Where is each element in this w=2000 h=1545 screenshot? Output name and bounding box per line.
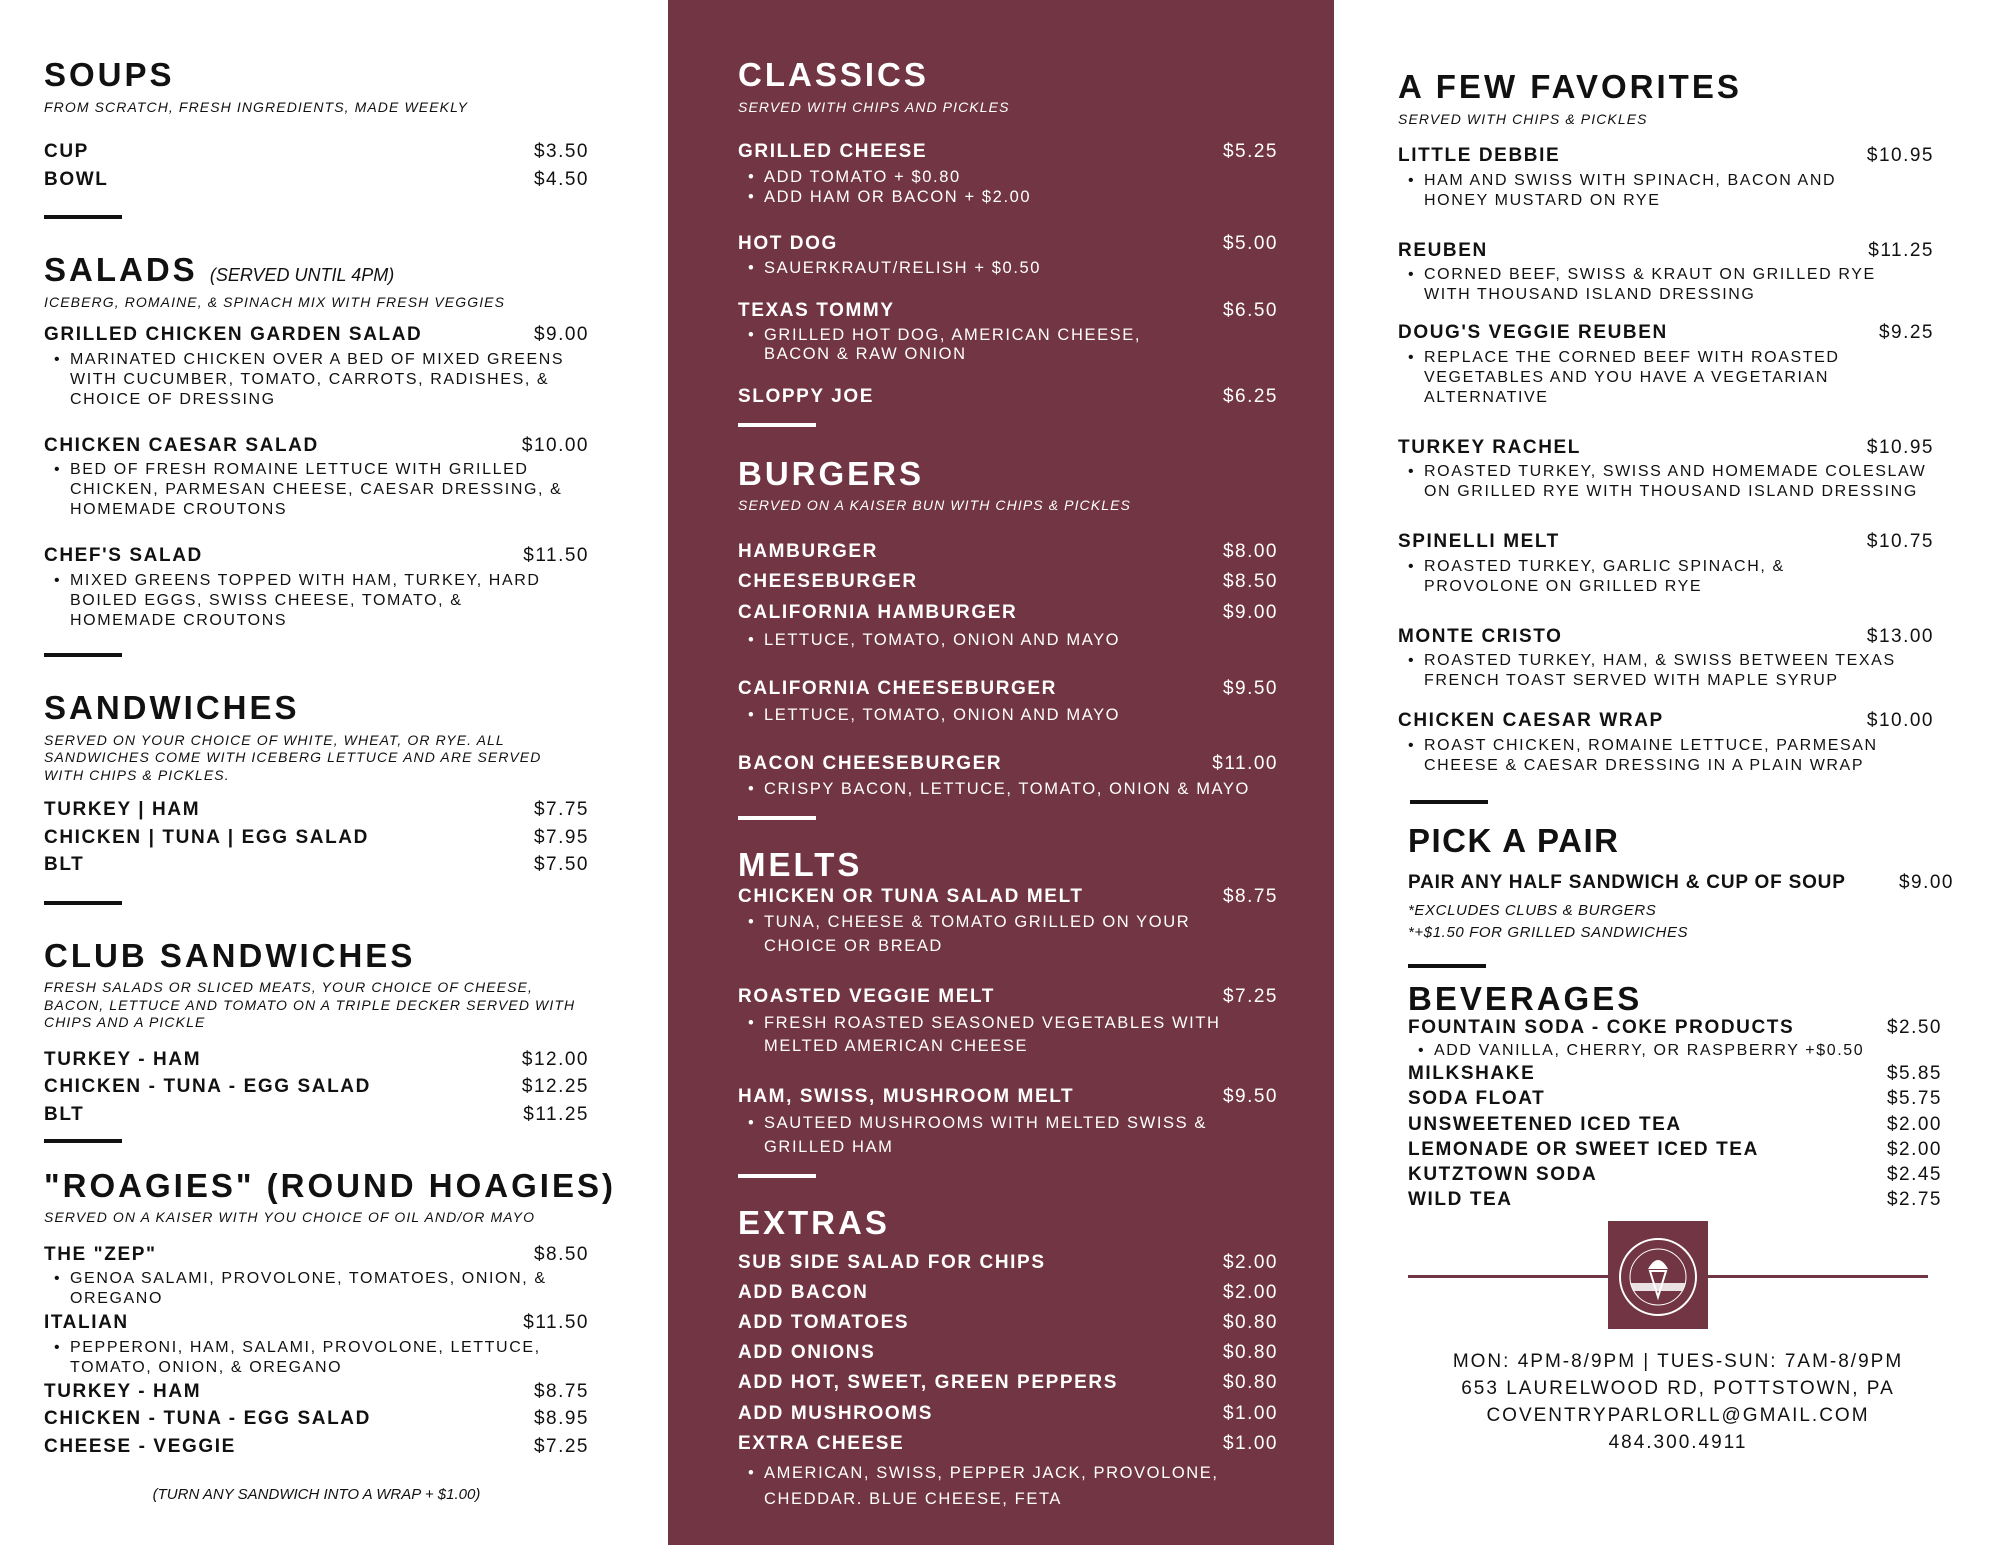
item-name: ITALIAN xyxy=(44,1312,129,1334)
store-address: 653 LAURELWOOD RD, POTTSTOWN, PA xyxy=(1461,1377,1895,1399)
menu-item xyxy=(1408,1137,1942,1162)
item-name: KUTZTOWN SODA xyxy=(1408,1164,1598,1186)
item-description: • CORNED BEEF, SWISS & KRAUT ON GRILLED RYE WITH THOUSAND ISLAND DRESSING xyxy=(1398,265,1924,305)
item-name: LEMONADE OR SWEET ICED TEA xyxy=(1408,1138,1759,1160)
item-price: $2.00 xyxy=(1222,1252,1278,1274)
item-price: $11.25 xyxy=(523,1104,589,1126)
section-divider xyxy=(738,423,816,427)
menu-item xyxy=(44,1378,589,1406)
item-price: $9.50 xyxy=(1222,678,1278,700)
item-description: • AMERICAN, SWISS, PEPPER JACK, PROVOLONE, CHEDDAR. BLUE CHEESE, FETA xyxy=(738,1460,1264,1513)
section-divider xyxy=(44,653,122,657)
salads-subtitle: ICEBERG, ROMAINE, & SPINACH MIX WITH FRESH VEGGIES xyxy=(44,293,506,310)
ice-cream-icon xyxy=(1608,1221,1708,1329)
item-price: $0.80 xyxy=(1222,1372,1278,1394)
item-description: • MIXED GREENS TOPPED WITH HAM, TURKEY, HARD BOILED EGGS, SWISS CHEESE, TOMATO, & HOMEMADE CROUTONS xyxy=(44,571,570,631)
item-price: $12.00 xyxy=(521,1048,589,1070)
item-name: CHICKEN | TUNA | EGG SALAD xyxy=(44,826,369,848)
item-price: $8.50 xyxy=(1222,571,1278,593)
menu-item xyxy=(1408,1061,1942,1086)
item-price: $5.00 xyxy=(1222,232,1278,254)
menu-item xyxy=(44,1433,589,1461)
menu-item xyxy=(44,542,589,570)
menu-item xyxy=(44,1241,589,1269)
item-description: • ROASTED TURKEY, GARLIC SPINACH, & PROVOLONE ON GRILLED RYE xyxy=(1398,557,1894,597)
item-name: ADD TOMATOES xyxy=(738,1312,910,1334)
item-price: $9.25 xyxy=(1878,322,1934,344)
item-description: • ROAST CHICKEN, ROMAINE LETTUCE, PARMESAN CHEESE & CAESAR DRESSING IN A PLAIN WRAP xyxy=(1398,736,1944,776)
item-name: EXTRA CHEESE xyxy=(738,1432,905,1454)
item-name: CHICKEN CAESAR SALAD xyxy=(44,434,319,456)
item-price: $9.00 xyxy=(533,324,589,346)
item-description: • ADD VANILLA, CHERRY, OR RASPBERRY +$0.50 xyxy=(1408,1041,1954,1061)
item-price: $12.25 xyxy=(521,1076,589,1098)
item-name: REUBEN xyxy=(1398,239,1488,261)
item-price: $7.25 xyxy=(533,1435,589,1457)
item-name: HOT DOG xyxy=(738,232,838,254)
item-price: $2.50 xyxy=(1886,1017,1942,1039)
item-name: DOUG'S VEGGIE REUBEN xyxy=(1398,322,1668,344)
beverages-heading: BEVERAGES xyxy=(1408,979,1643,1017)
menu-item xyxy=(738,883,1278,911)
item-price: $10.95 xyxy=(1866,145,1934,167)
menu-item xyxy=(738,297,1278,325)
item-price: $5.75 xyxy=(1886,1088,1942,1110)
menu-item xyxy=(44,321,589,349)
item-description: • FRESH ROASTED SEASONED VEGETABLES WITH MELTED AMERICAN CHEESE xyxy=(738,1012,1264,1060)
item-price: $1.00 xyxy=(1222,1432,1278,1454)
item-description: • PEPPERONI, HAM, SALAMI, PROVOLONE, LETTUCE, TOMATO, ONION, & OREGANO xyxy=(44,1338,570,1378)
item-price: $8.50 xyxy=(533,1243,589,1265)
item-name: SUB SIDE SALAD FOR CHIPS xyxy=(738,1252,1046,1274)
salads-note: (SERVED UNTIL 4PM) xyxy=(209,265,395,286)
item-price: $3.50 xyxy=(533,141,589,163)
item-description: • SAUTEED MUSHROOMS WITH MELTED SWISS & GRILLED HAM xyxy=(738,1112,1264,1160)
item-description: • HAM AND SWISS WITH SPINACH, BACON AND HONEY MUSTARD ON RYE xyxy=(1398,171,1904,211)
item-description: • BED OF FRESH ROMAINE LETTUCE WITH GRILLED CHICKEN, PARMESAN CHEESE, CAESAR DRESSING, & HOMEMADE CROUTONS xyxy=(44,460,570,520)
item-name: TURKEY - HAM xyxy=(44,1380,202,1402)
item-price: $8.75 xyxy=(1222,885,1278,907)
menu-item xyxy=(738,598,1278,628)
item-name: ROASTED VEGGIE MELT xyxy=(738,986,996,1007)
item-price: $5.85 xyxy=(1886,1063,1942,1085)
item-name: TURKEY RACHEL xyxy=(1398,436,1582,458)
menu-column-right xyxy=(1334,0,2000,1545)
item-price: $7.50 xyxy=(533,854,589,876)
clubs-heading: CLUB SANDWICHES xyxy=(44,936,416,974)
menu-item xyxy=(44,796,589,824)
menu-item xyxy=(738,567,1278,597)
item-name: BACON CHEESEBURGER xyxy=(738,752,1003,774)
melts-heading: MELTS xyxy=(738,845,863,883)
section-divider xyxy=(1410,800,1488,804)
menu-item xyxy=(1398,237,1934,265)
item-name: CALIFORNIA HAMBURGER xyxy=(738,601,1018,623)
menu-item xyxy=(44,1101,589,1129)
item-price: $7.95 xyxy=(533,826,589,848)
item-description: • ROASTED TURKEY, SWISS AND HOMEMADE COLESLAW ON GRILLED RYE WITH THOUSAND ISLAND DRESSING xyxy=(1398,462,1944,502)
item-name: CUP xyxy=(44,141,89,163)
item-description: • GENOA SALAMI, PROVOLONE, TOMATOES, ONION, & OREGANO xyxy=(44,1269,570,1309)
item-description: • TUNA, CHEESE & TOMATO GRILLED ON YOUR CHOICE OR BREAD xyxy=(738,911,1244,959)
menu-item xyxy=(738,1399,1278,1429)
item-name: CHEF'S SALAD xyxy=(44,545,203,567)
store-email: COVENTRYPARLORLL@GMAIL.COM xyxy=(1486,1404,1870,1426)
menu-item xyxy=(738,1248,1278,1278)
wrap-footnote: (TURN ANY SANDWICH INTO A WRAP + $1.00) xyxy=(152,1486,481,1504)
menu-item xyxy=(1408,869,1954,897)
extras-heading: EXTRAS xyxy=(738,1203,890,1241)
menu-item xyxy=(1398,623,1934,651)
item-name: ADD BACON xyxy=(738,1282,869,1304)
item-name: CHICKEN - TUNA - EGG SALAD xyxy=(44,1076,371,1098)
item-price: $6.25 xyxy=(1222,386,1278,408)
section-divider xyxy=(1408,964,1486,968)
item-description: • GRILLED HOT DOG, AMERICAN CHEESE, BACON & RAW ONION xyxy=(738,326,1184,366)
section-divider xyxy=(44,901,122,905)
menu-item xyxy=(44,824,589,852)
item-price: $8.95 xyxy=(533,1408,589,1430)
item-name: CHICKEN CAESAR WRAP xyxy=(1398,710,1664,732)
pair-heading: PICK A PAIR xyxy=(1408,821,1620,859)
section-divider xyxy=(44,215,122,219)
item-price: $0.80 xyxy=(1222,1312,1278,1334)
soups-subtitle: FROM SCRATCH, FRESH INGREDIENTS, MADE WEEKLY xyxy=(44,98,469,115)
item-name: GRILLED CHEESE xyxy=(738,141,928,163)
item-description: • SAUERKRAUT/RELISH + $0.50 xyxy=(738,258,1304,279)
favorites-heading: A FEW FAVORITES xyxy=(1398,68,1742,105)
item-name: CHICKEN OR TUNA SALAD MELT xyxy=(738,885,1084,907)
item-price: $0.80 xyxy=(1222,1342,1278,1364)
menu-item xyxy=(44,1405,589,1433)
menu-item xyxy=(1398,528,1934,556)
menu-item xyxy=(738,1308,1278,1338)
item-name: ADD MUSHROOMS xyxy=(738,1402,933,1424)
item-name: UNSWEETENED ICED TEA xyxy=(1408,1113,1682,1135)
item-name: GRILLED CHICKEN GARDEN SALAD xyxy=(44,324,423,346)
section-divider xyxy=(44,1139,122,1143)
item-price: $2.00 xyxy=(1886,1138,1942,1160)
menu-item xyxy=(1408,1016,1942,1040)
pair-note: *+$1.50 FOR GRILLED SANDWICHES xyxy=(1408,923,1689,941)
item-name: LITTLE DEBBIE xyxy=(1398,145,1561,167)
menu-item xyxy=(1398,142,1934,170)
sandwiches-heading: SANDWICHES xyxy=(44,689,300,727)
item-price: $11.25 xyxy=(1868,239,1934,261)
item-name: ADD ONIONS xyxy=(738,1342,876,1364)
burgers-heading: BURGERS xyxy=(738,454,925,492)
item-name: SLOPPY JOE xyxy=(738,386,875,408)
item-name: CHEESEBURGER xyxy=(738,571,918,593)
soups-heading: SOUPS xyxy=(44,56,175,93)
item-name: HAM, SWISS, MUSHROOM MELT xyxy=(738,1086,1075,1108)
item-price: $2.45 xyxy=(1886,1164,1942,1186)
item-name: BOWL xyxy=(44,168,109,190)
menu-item xyxy=(44,1309,589,1337)
menu-item xyxy=(1408,1112,1942,1137)
item-description: • REPLACE THE CORNED BEEF WITH ROASTED VEGETABLES AND YOU HAVE A VEGETARIAN ALTERNATIVE xyxy=(1398,348,1924,408)
item-price: $8.75 xyxy=(533,1380,589,1402)
menu-column-left xyxy=(0,0,668,1545)
menu-item xyxy=(738,383,1278,411)
item-price: $4.50 xyxy=(533,168,589,190)
item-price: $10.95 xyxy=(1866,436,1934,458)
menu-item xyxy=(1398,434,1934,462)
coventry-parlor-logo xyxy=(1608,1221,1708,1329)
item-name: PAIR ANY HALF SANDWICH & CUP OF SOUP xyxy=(1408,871,1846,893)
item-name: TURKEY - HAM xyxy=(44,1048,202,1070)
menu-item xyxy=(1398,707,1934,735)
item-description: • MARINATED CHICKEN OVER A BED OF MIXED GREENS WITH CUCUMBER, TOMATO, CARROTS, RADISHES, & CHOICE OF DRESSING xyxy=(44,350,570,410)
item-name: THE "ZEP" xyxy=(44,1243,157,1265)
menu-item xyxy=(44,138,589,166)
item-name: CHICKEN - TUNA - EGG SALAD xyxy=(44,1408,371,1430)
item-name: SPINELLI MELT xyxy=(1398,531,1560,553)
favorites-subtitle: SERVED WITH CHIPS & PICKLES xyxy=(1398,110,1648,127)
menu-item xyxy=(738,138,1278,166)
item-price: $2.00 xyxy=(1222,1282,1278,1304)
item-description: • ADD TOMATO + $0.80 • ADD HAM OR BACON + $2.00 xyxy=(738,167,1304,208)
item-price: $10.00 xyxy=(1866,710,1934,732)
menu-item xyxy=(44,851,589,879)
item-price: $8.00 xyxy=(1222,540,1278,562)
clubs-subtitle: FRESH SALADS OR SLICED MEATS, YOUR CHOICE OF CHEESE, BACON, LETTUCE AND TOMATO ON A TRIPLE DECKER SERVED WITH CHIPS AND A PICKLE xyxy=(44,979,576,1031)
menu-item xyxy=(738,675,1278,703)
item-name: MILKSHAKE xyxy=(1408,1063,1536,1085)
item-name: MONTE CRISTO xyxy=(1398,625,1563,647)
roagies-heading: "ROAGIES" (ROUND HOAGIES) xyxy=(44,1166,616,1204)
menu-column-center xyxy=(668,0,1334,1545)
sandwiches-subtitle: SERVED ON YOUR CHOICE OF WHITE, WHEAT, OR RYE. ALL SANDWICHES COME WITH ICEBERG LETTUCE AND ARE SERVED WITH CHIPS & PICKLES. xyxy=(44,731,542,783)
classics-subtitle: SERVED WITH CHIPS AND PICKLES xyxy=(738,98,1010,115)
classics-heading: CLASSICS xyxy=(738,56,929,93)
item-name: HAMBURGER xyxy=(738,540,879,562)
menu-item xyxy=(738,1429,1278,1459)
item-price: $11.50 xyxy=(523,1312,589,1334)
menu-item xyxy=(1408,1162,1942,1187)
item-name: FOUNTAIN SODA - COKE PRODUCTS xyxy=(1408,1017,1795,1039)
item-price: $2.00 xyxy=(1886,1113,1942,1135)
item-price: $9.50 xyxy=(1222,1086,1278,1108)
menu-item xyxy=(738,1338,1278,1368)
item-price: $6.50 xyxy=(1222,300,1278,322)
item-description: • CRISPY BACON, LETTUCE, TOMATO, ONION & MAYO xyxy=(738,778,1304,802)
item-name: SODA FLOAT xyxy=(1408,1088,1546,1110)
item-name: CHEESE - VEGGIE xyxy=(44,1435,236,1457)
section-divider xyxy=(738,1174,816,1178)
roagies-subtitle: SERVED ON A KAISER WITH YOU CHOICE OF OIL AND/OR MAYO xyxy=(44,1209,536,1226)
menu-item xyxy=(738,537,1278,567)
item-name: CALIFORNIA CHEESEBURGER xyxy=(738,678,1057,700)
item-name: BLT xyxy=(44,1104,85,1126)
pick-a-pair-section xyxy=(1398,821,2000,1213)
item-price: $11.00 xyxy=(1212,752,1278,774)
menu-item xyxy=(738,1278,1278,1308)
store-hours: MON: 4PM-8/9PM | TUES-SUN: 7AM-8/9PM xyxy=(1452,1350,1904,1372)
menu-item xyxy=(44,1046,589,1074)
item-price: $10.75 xyxy=(1866,531,1934,553)
menu-item xyxy=(1398,319,1934,347)
item-price: $10.00 xyxy=(521,434,589,456)
item-price: $2.75 xyxy=(1886,1189,1942,1211)
item-description: • ROASTED TURKEY, HAM, & SWISS BETWEEN TEXAS FRENCH TOAST SERVED WITH MAPLE SYRUP xyxy=(1398,651,1934,691)
item-name: TEXAS TOMMY xyxy=(738,300,895,322)
item-price: $7.25 xyxy=(1222,986,1278,1007)
logo-area xyxy=(1398,1221,1958,1333)
menu-item xyxy=(738,983,1278,1011)
item-name: TURKEY | HAM xyxy=(44,799,201,821)
menu-item xyxy=(738,1083,1278,1111)
section-divider xyxy=(738,816,816,820)
item-name: WILD TEA xyxy=(1408,1189,1513,1211)
burgers-subtitle: SERVED ON A KAISER BUN WITH CHIPS & PICKLES xyxy=(738,497,1131,514)
item-price: $11.50 xyxy=(523,545,589,567)
menu-item xyxy=(44,432,589,460)
menu-item xyxy=(738,750,1278,778)
item-price: $13.00 xyxy=(1866,625,1934,647)
store-phone: 484.300.4911 xyxy=(1608,1431,1748,1453)
menu-item xyxy=(738,230,1278,258)
item-price: $5.25 xyxy=(1222,141,1278,163)
item-price: $9.00 xyxy=(1898,871,1954,893)
pair-note: *EXCLUDES CLUBS & BURGERS xyxy=(1408,902,1657,920)
item-description: • LETTUCE, TOMATO, ONION AND MAYO xyxy=(738,704,1304,728)
item-price: $1.00 xyxy=(1222,1402,1278,1424)
store-info xyxy=(1398,1349,1958,1457)
menu-item xyxy=(44,1073,589,1101)
menu-item xyxy=(1408,1187,1942,1212)
item-name: ADD HOT, SWEET, GREEN PEPPERS xyxy=(738,1372,1119,1394)
item-price: $9.00 xyxy=(1222,601,1278,623)
item-price: $7.75 xyxy=(533,799,589,821)
menu-item xyxy=(44,166,589,194)
menu-item xyxy=(1408,1086,1942,1111)
menu-item xyxy=(738,1368,1278,1398)
salads-heading: SALADS (SERVED UNTIL 4PM) xyxy=(44,251,395,289)
item-description: • LETTUCE, TOMATO, ONION AND MAYO xyxy=(738,629,1304,653)
item-name: BLT xyxy=(44,854,85,876)
